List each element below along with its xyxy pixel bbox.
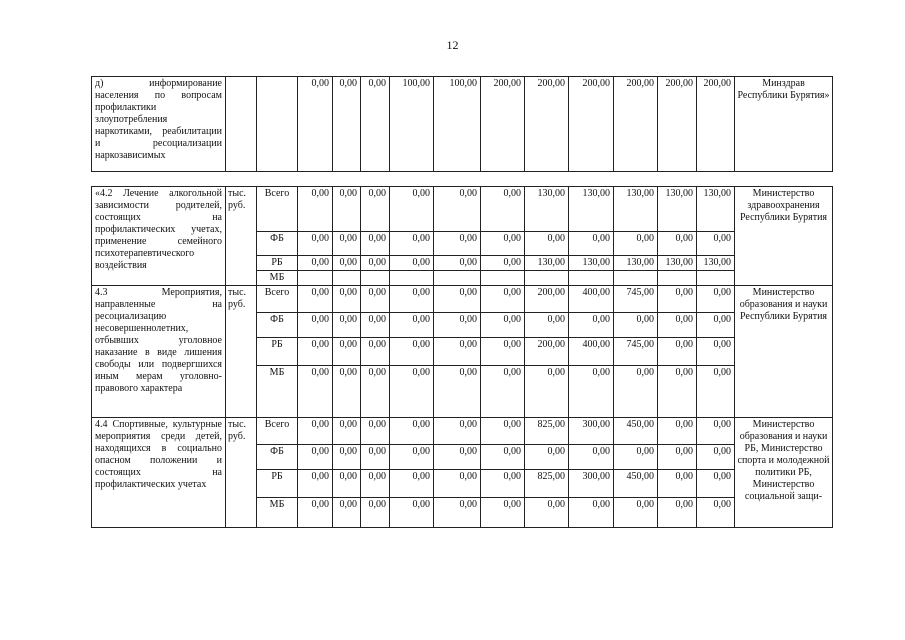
- value-cell: 0,00: [434, 470, 481, 498]
- value-cell: 0,00: [658, 313, 697, 338]
- value-cell: 0,00: [333, 187, 361, 232]
- value-cell: 130,00: [525, 256, 569, 271]
- value-cell: 0,00: [361, 418, 390, 445]
- value-cell: 0,00: [697, 445, 735, 470]
- value-cell: 200,00: [525, 77, 569, 172]
- value-cell: 0,00: [434, 187, 481, 232]
- page-number: 12: [446, 38, 459, 52]
- value-cell: [481, 271, 525, 286]
- value-cell: 0,00: [569, 498, 614, 528]
- value-cell: 0,00: [434, 445, 481, 470]
- value-cell: 0,00: [697, 418, 735, 445]
- value-cell: 0,00: [658, 418, 697, 445]
- funding-source: Всего: [257, 187, 298, 232]
- value-cell: 0,00: [333, 366, 361, 418]
- table-row: [92, 77, 833, 172]
- value-cell: 0,00: [390, 232, 434, 256]
- value-cell: 400,00: [569, 338, 614, 366]
- value-cell: 0,00: [525, 445, 569, 470]
- value-cell: [298, 271, 333, 286]
- value-cell: 0,00: [481, 232, 525, 256]
- value-cell: 0,00: [658, 366, 697, 418]
- value-cell: 130,00: [658, 256, 697, 271]
- value-cell: 0,00: [697, 498, 735, 528]
- value-cell: 0,00: [525, 498, 569, 528]
- unit-cell: тыс. руб.: [226, 286, 257, 418]
- table-row: [92, 418, 833, 445]
- funding-source: МБ: [257, 498, 298, 528]
- responsible-org: Министерство здравоохранения Республики Бурятия: [735, 187, 833, 286]
- value-cell: 0,00: [390, 256, 434, 271]
- value-cell: 130,00: [525, 187, 569, 232]
- value-cell: 130,00: [697, 256, 735, 271]
- value-cell: 0,00: [298, 313, 333, 338]
- funding-source: МБ: [257, 366, 298, 418]
- table-row: [92, 286, 833, 313]
- value-cell: 0,00: [390, 445, 434, 470]
- value-cell: 0,00: [361, 232, 390, 256]
- value-cell: 0,00: [697, 338, 735, 366]
- value-cell: 0,00: [569, 232, 614, 256]
- value-cell: 745,00: [614, 338, 658, 366]
- value-cell: 200,00: [525, 338, 569, 366]
- value-cell: 0,00: [434, 313, 481, 338]
- value-cell: 0,00: [434, 366, 481, 418]
- value-cell: 0,00: [361, 445, 390, 470]
- value-cell: 0,00: [390, 470, 434, 498]
- value-cell: 0,00: [481, 256, 525, 271]
- value-cell: 0,00: [298, 187, 333, 232]
- value-cell: [390, 271, 434, 286]
- value-cell: 200,00: [525, 286, 569, 313]
- value-cell: 100,00: [390, 77, 434, 172]
- budget-table-top: [91, 76, 833, 172]
- value-cell: 0,00: [390, 286, 434, 313]
- row-description: 4.4 Спортивные, культурные мероприятия среди детей, находящихся в социально опасном положении и состоящих на профилактических учетах: [92, 418, 226, 528]
- value-cell: 745,00: [614, 286, 658, 313]
- row-description: д) информирование населения по вопросам профилактики злоупотребления наркотиками, реабилитации и ресоциализации наркозависимых: [92, 77, 226, 172]
- value-cell: 0,00: [361, 338, 390, 366]
- value-cell: 0,00: [697, 366, 735, 418]
- value-cell: 200,00: [614, 77, 658, 172]
- unit-cell: тыс. руб.: [226, 187, 257, 286]
- value-cell: 0,00: [298, 286, 333, 313]
- value-cell: 0,00: [481, 338, 525, 366]
- value-cell: 0,00: [658, 445, 697, 470]
- value-cell: 0,00: [298, 445, 333, 470]
- value-cell: 0,00: [333, 498, 361, 528]
- value-cell: 0,00: [333, 470, 361, 498]
- value-cell: 0,00: [361, 286, 390, 313]
- value-cell: [434, 271, 481, 286]
- value-cell: 0,00: [333, 286, 361, 313]
- value-cell: 0,00: [569, 445, 614, 470]
- value-cell: 0,00: [658, 286, 697, 313]
- value-cell: 0,00: [298, 366, 333, 418]
- value-cell: 400,00: [569, 286, 614, 313]
- funding-source: РБ: [257, 256, 298, 271]
- value-cell: 0,00: [361, 498, 390, 528]
- value-cell: 200,00: [481, 77, 525, 172]
- value-cell: 0,00: [298, 77, 333, 172]
- value-cell: 450,00: [614, 470, 658, 498]
- value-cell: 0,00: [298, 470, 333, 498]
- value-cell: 0,00: [298, 256, 333, 271]
- value-cell: 0,00: [298, 498, 333, 528]
- value-cell: 0,00: [481, 498, 525, 528]
- value-cell: 0,00: [658, 470, 697, 498]
- value-cell: 0,00: [525, 313, 569, 338]
- unit-cell: тыс. руб.: [226, 418, 257, 528]
- value-cell: 0,00: [658, 338, 697, 366]
- value-cell: 0,00: [434, 418, 481, 445]
- value-cell: 0,00: [481, 366, 525, 418]
- funding-source: РБ: [257, 470, 298, 498]
- value-cell: 0,00: [390, 366, 434, 418]
- value-cell: 130,00: [614, 187, 658, 232]
- row-description: 4.3 Мероприятия, направленные на ресоциализацию несовершеннолетних, отбывших уголовное наказание в виде лишения свободы или подвергшихся иным мерам уголовно-правового характера: [92, 286, 226, 418]
- value-cell: 825,00: [525, 418, 569, 445]
- value-cell: 100,00: [434, 77, 481, 172]
- value-cell: 0,00: [434, 286, 481, 313]
- value-cell: 0,00: [361, 187, 390, 232]
- value-cell: 0,00: [333, 445, 361, 470]
- value-cell: 0,00: [697, 313, 735, 338]
- value-cell: 0,00: [658, 232, 697, 256]
- value-cell: 130,00: [658, 187, 697, 232]
- value-cell: 0,00: [298, 418, 333, 445]
- value-cell: 130,00: [697, 187, 735, 232]
- value-cell: 0,00: [614, 498, 658, 528]
- value-cell: 0,00: [481, 418, 525, 445]
- value-cell: 300,00: [569, 418, 614, 445]
- table-row: [92, 187, 833, 232]
- value-cell: 0,00: [525, 232, 569, 256]
- funding-source: ФБ: [257, 313, 298, 338]
- value-cell: 0,00: [481, 445, 525, 470]
- value-cell: 0,00: [434, 256, 481, 271]
- source-cell: [257, 77, 298, 172]
- value-cell: 0,00: [333, 338, 361, 366]
- value-cell: 200,00: [658, 77, 697, 172]
- value-cell: 0,00: [569, 366, 614, 418]
- value-cell: 0,00: [481, 313, 525, 338]
- value-cell: 0,00: [390, 418, 434, 445]
- value-cell: 0,00: [697, 232, 735, 256]
- value-cell: 0,00: [614, 366, 658, 418]
- value-cell: 0,00: [697, 470, 735, 498]
- value-cell: 0,00: [333, 232, 361, 256]
- value-cell: 0,00: [333, 256, 361, 271]
- value-cell: 0,00: [434, 338, 481, 366]
- value-cell: 0,00: [361, 77, 390, 172]
- value-cell: 0,00: [614, 313, 658, 338]
- value-cell: 0,00: [390, 313, 434, 338]
- value-cell: 0,00: [333, 418, 361, 445]
- value-cell: 450,00: [614, 418, 658, 445]
- funding-source: ФБ: [257, 232, 298, 256]
- value-cell: 130,00: [569, 256, 614, 271]
- funding-source: Всего: [257, 418, 298, 445]
- value-cell: 0,00: [614, 445, 658, 470]
- row-description: «4.2 Лечение алкогольной зависимости родителей, состоящих на профилактических учетах, применение семейного психотерапевтического воздействия: [92, 187, 226, 286]
- value-cell: 0,00: [333, 77, 361, 172]
- value-cell: 0,00: [333, 313, 361, 338]
- value-cell: 825,00: [525, 470, 569, 498]
- funding-source: МБ: [257, 271, 298, 286]
- value-cell: [569, 271, 614, 286]
- value-cell: [361, 271, 390, 286]
- value-cell: 200,00: [697, 77, 735, 172]
- responsible-org: Министерство образования и науки Республики Бурятия: [735, 286, 833, 418]
- value-cell: 200,00: [569, 77, 614, 172]
- value-cell: 0,00: [434, 232, 481, 256]
- value-cell: 0,00: [361, 366, 390, 418]
- value-cell: 0,00: [361, 470, 390, 498]
- value-cell: 0,00: [390, 187, 434, 232]
- value-cell: 0,00: [525, 366, 569, 418]
- value-cell: [614, 271, 658, 286]
- funding-source: ФБ: [257, 445, 298, 470]
- value-cell: 0,00: [361, 256, 390, 271]
- value-cell: 0,00: [658, 498, 697, 528]
- value-cell: 0,00: [361, 313, 390, 338]
- value-cell: 0,00: [614, 232, 658, 256]
- value-cell: [333, 271, 361, 286]
- unit-cell: [226, 77, 257, 172]
- value-cell: 0,00: [298, 232, 333, 256]
- responsible-org: Минздрав Республики Бурятия»: [735, 77, 833, 172]
- value-cell: 0,00: [298, 338, 333, 366]
- value-cell: [525, 271, 569, 286]
- funding-source: Всего: [257, 286, 298, 313]
- value-cell: 130,00: [569, 187, 614, 232]
- responsible-org: Министерство образования и науки РБ, Министерство спорта и молодежной политики РБ, Министерство социальной защи-: [735, 418, 833, 528]
- value-cell: 0,00: [434, 498, 481, 528]
- budget-table-main: [91, 186, 833, 528]
- funding-source: РБ: [257, 338, 298, 366]
- value-cell: 0,00: [390, 338, 434, 366]
- value-cell: [658, 271, 697, 286]
- value-cell: [697, 271, 735, 286]
- value-cell: 0,00: [481, 470, 525, 498]
- value-cell: 0,00: [481, 286, 525, 313]
- value-cell: 0,00: [481, 187, 525, 232]
- value-cell: 300,00: [569, 470, 614, 498]
- value-cell: 0,00: [697, 286, 735, 313]
- value-cell: 0,00: [390, 498, 434, 528]
- value-cell: 0,00: [569, 313, 614, 338]
- value-cell: 130,00: [614, 256, 658, 271]
